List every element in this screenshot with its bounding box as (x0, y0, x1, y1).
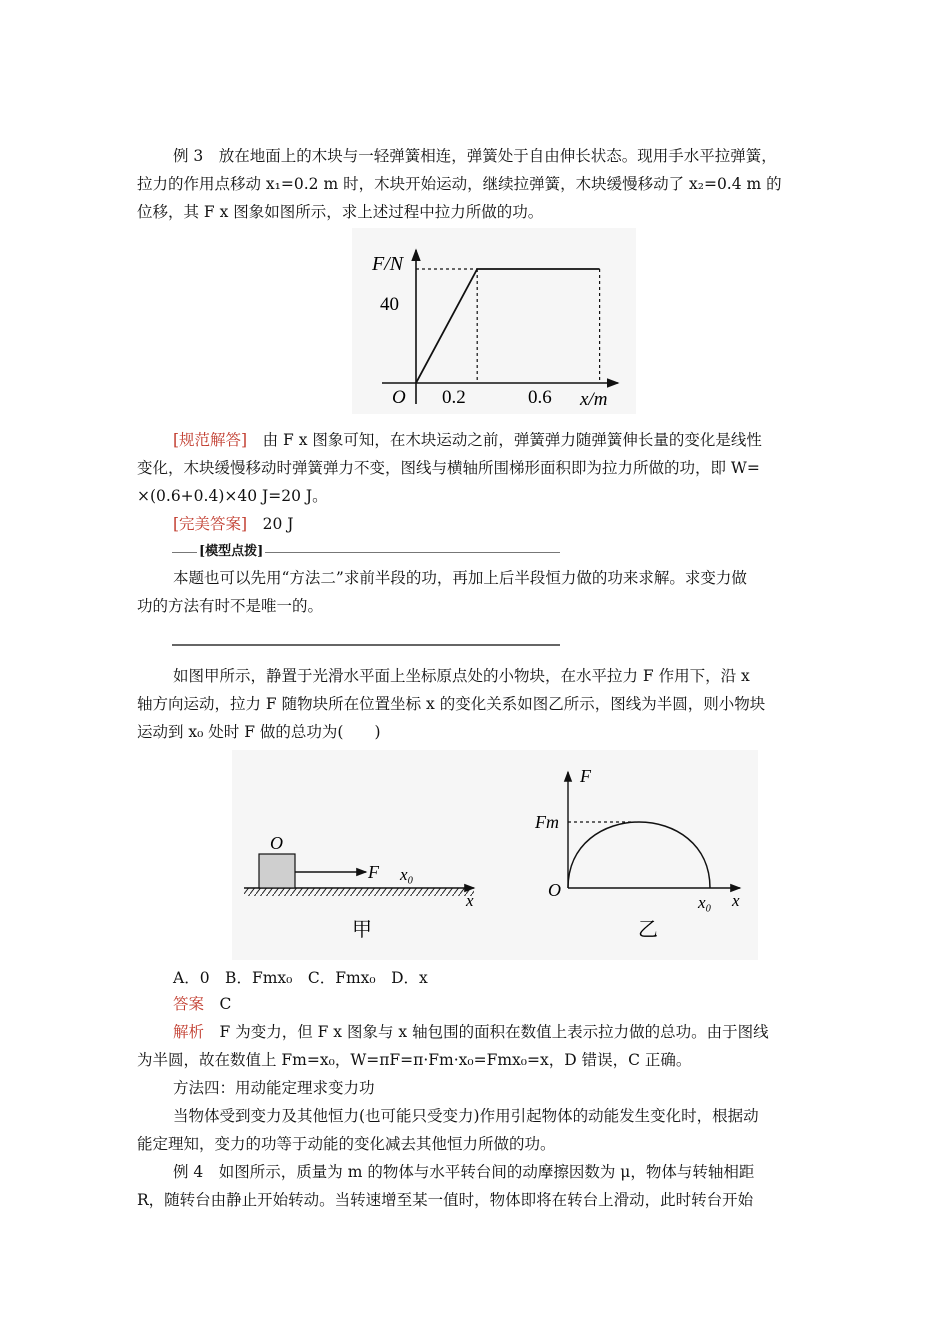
diagram-jia (244, 833, 474, 941)
question-line-1: 如图甲所示，静置于光滑水平面上坐标原点处的小物块，在水平拉力 F 作用下，沿 x (173, 667, 750, 685)
perfect-answer: [完美答案] 20 J (173, 515, 294, 533)
model-tip-title: [模型点拨] (197, 540, 265, 559)
example-3-line-2: 拉力的作用点移动 x₁=0.2 m 时，木块开始运动，继续拉弹簧，木块缓慢移动了 x₂=0.4 m 的 (137, 175, 782, 193)
question-line-2: 轴方向运动，拉力 F 随物块所在位置坐标 x 的变化关系如图乙所示，图线为半圆，则小物块 (137, 695, 766, 713)
model-tip-line-2: 功的方法有时不是唯一的。 (137, 597, 324, 615)
y-tick-40: 40 (380, 294, 399, 315)
jia-x0-label: x₀ (400, 865, 414, 884)
yi-x-label: x (732, 891, 740, 910)
method-4-line-1: 当物体受到变力及其他恒力(也可能只受变力)作用引起物体的动能发生变化时，根据动 (173, 1107, 759, 1125)
jia-force-label: F (368, 862, 379, 882)
analysis-line-1: 解析 F 为变力，但 F x 图象与 x 轴包围的面积在数值上表示拉力做的总功。由于图线 (173, 1023, 769, 1041)
answer: 答案 C (173, 995, 232, 1013)
question-line-3: 运动到 x₀ 处时 F 做的总功为( ) (137, 723, 381, 741)
solution-tag: [规范解答] (173, 431, 248, 449)
example-4-line-1: 例 4 如图所示，质量为 m 的物体与水平转台间的动摩擦因数为 μ，物体与转轴相距 (173, 1163, 755, 1181)
graph-yi (534, 766, 740, 941)
method-4-line-2: 能定理知，变力的功等于动能的变化减去其他恒力所做的功。 (137, 1135, 556, 1153)
analysis-label: 解析 (173, 1023, 205, 1041)
solution-line-2: 变化，木块缓慢移动时弹簧弹力不变，图线与横轴所围梯形面积即为拉力所做的功，即 W= (137, 459, 760, 477)
figure-jia-yi (232, 750, 758, 960)
semicircle-curve (568, 822, 710, 888)
caption-yi: 乙 (638, 919, 658, 941)
origin-label: O (392, 387, 406, 408)
analysis-line-2: 为半圆，故在数值上 Fm=x₀，W=πF=π·Fm·x₀=Fmx₀=x，D 错误，C 正确。 (137, 1051, 692, 1069)
example-3-line-1: 例 3 放在地面上的木块与一轻弹簧相连，弹簧处于自由伸长状态。现用手水平拉弹簧， (173, 147, 777, 165)
example-4-line-2: R，随转台由静止开始转动。当转速增至某一值时，物体即将在转台上滑动，此时转台开始 (137, 1191, 754, 1209)
jia-x-label: x (466, 891, 474, 910)
solution-line-1: [规范解答] 由 F x 图象可知，在木块运动之前，弹簧弹力随弹簧伸长量的变化是线性 (173, 431, 762, 449)
solution-line-3: ×(0.6+0.4)×40 J=20 J。 (137, 487, 328, 505)
yi-fm-label: Fm (535, 812, 559, 832)
yi-x0-label: x₀ (698, 893, 712, 912)
example-3-line-3: 位移，其 F x 图象如图所示，求上述过程中拉力所做的功。 (137, 203, 544, 221)
y-axis-label: F/N (372, 253, 404, 275)
x-axis-label: x/m (580, 389, 608, 410)
x-tick-0-6: 0.6 (528, 387, 552, 408)
x-tick-0-2: 0.2 (442, 387, 466, 408)
answer-label: 答案 (173, 995, 205, 1013)
method-4-title: 方法四：用动能定理求变力功 (173, 1079, 375, 1097)
answer-tag: [完美答案] (173, 515, 248, 533)
fx-graph (352, 228, 636, 414)
model-tip-line-1: 本题也可以先用“方法二”求前半段的功，再加上后半段恒力做的功来求解。求变力做 (173, 569, 747, 587)
block (259, 854, 295, 888)
model-tip-heading (172, 540, 560, 562)
fx-graph-figure (352, 228, 636, 414)
yi-origin-label: O (548, 880, 561, 900)
figure-2 (232, 750, 758, 960)
divider (172, 644, 560, 646)
force-line (416, 269, 600, 383)
caption-jia: 甲 (352, 919, 372, 941)
options: A．0 B．Fmx₀ C．Fmx₀ D．x (173, 969, 428, 987)
jia-origin-label: O (270, 833, 283, 853)
yi-y-label: F (580, 766, 591, 786)
